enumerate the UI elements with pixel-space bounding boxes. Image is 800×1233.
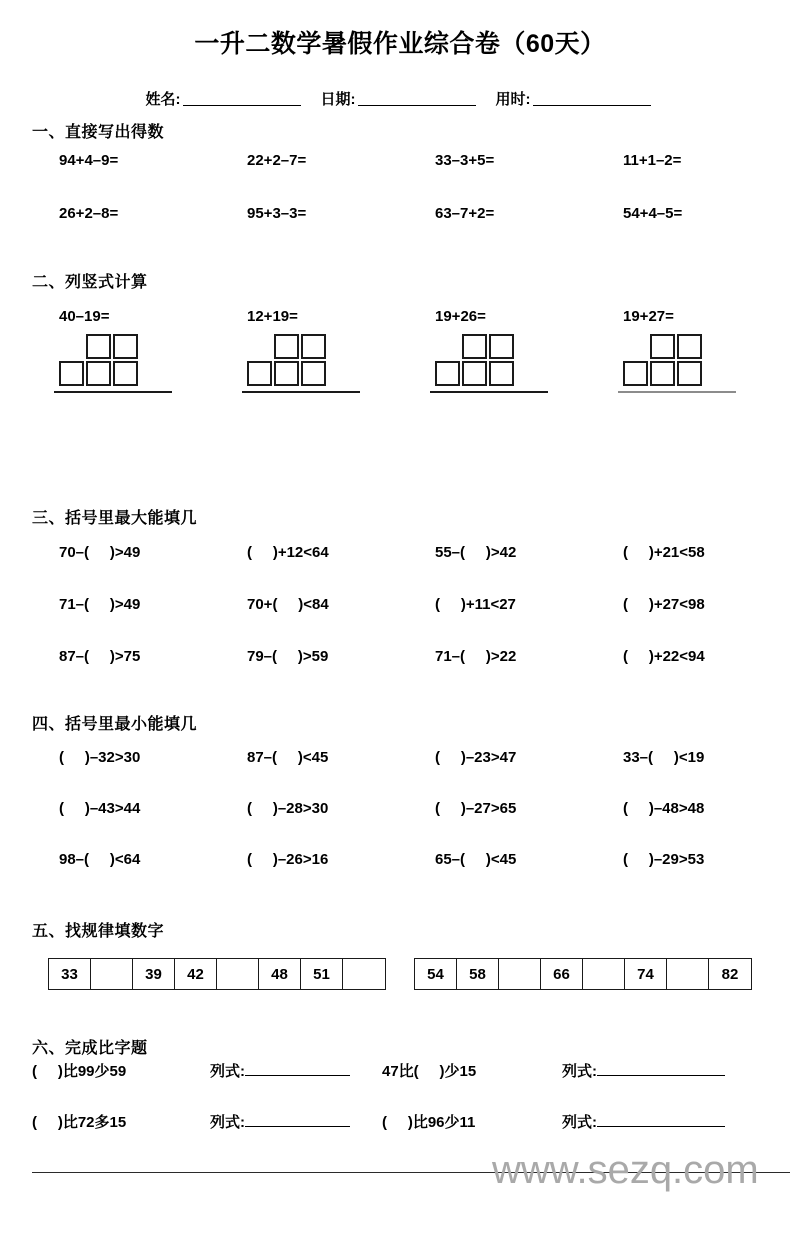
problem-item: 19+26= [435, 308, 486, 325]
answer-rule [54, 391, 172, 393]
sequence-cell[interactable] [499, 959, 541, 989]
problem-item: 33–( )<19 [623, 749, 705, 766]
expression-label: 列式: [210, 1063, 245, 1080]
digit-box[interactable] [113, 361, 138, 386]
section-heading-2: 二、列竖式计算 [32, 274, 148, 291]
word-problem-item: ( )比96少11 [382, 1114, 476, 1131]
section-5-sequence-tables [48, 958, 752, 990]
section-3-row-2 [32, 596, 800, 613]
section-1-row-1 [32, 152, 800, 169]
digit-box-row-bottom [408, 361, 596, 386]
sequence-cell[interactable]: 42 [175, 959, 217, 989]
digit-box[interactable] [274, 361, 299, 386]
sequence-table-2 [414, 958, 752, 990]
problem-item: 40–19= [59, 308, 110, 325]
sequence-cell[interactable] [343, 959, 385, 989]
digit-box-row-top [32, 334, 220, 359]
word-problem-item: ( )比99少59 [32, 1063, 127, 1080]
time-label: 用时: [495, 91, 531, 108]
problem-item: 71–( )>22 [435, 648, 517, 665]
problem-item: ( )+21<58 [623, 544, 705, 561]
problem-item: 54+4–5= [623, 205, 683, 222]
sequence-cell[interactable] [217, 959, 259, 989]
student-info-line [0, 88, 800, 109]
answer-rule [242, 391, 360, 393]
section-2-vertical-calc-row [32, 308, 784, 393]
digit-box[interactable] [462, 334, 487, 359]
digit-box-row-bottom [596, 361, 784, 386]
section-3-row-3 [32, 648, 800, 665]
answer-rule [430, 391, 548, 393]
word-problem-item: 47比( )少15 [382, 1063, 477, 1080]
digit-box-row-bottom [32, 361, 220, 386]
sequence-cell[interactable]: 66 [541, 959, 583, 989]
problem-item: ( )–26>16 [247, 851, 329, 868]
digit-box-row-bottom [220, 361, 408, 386]
section-4-row-3 [32, 851, 800, 868]
problem-item: ( )–43>44 [59, 800, 141, 817]
section-1-row-2 [32, 205, 800, 222]
problem-item: ( )+11<27 [435, 596, 516, 613]
expression-blank[interactable] [597, 1060, 725, 1076]
digit-box[interactable] [650, 361, 675, 386]
problem-item: 70–( )>49 [59, 544, 141, 561]
page-title: 一升二数学暑假作业综合卷（60天） [194, 30, 606, 58]
vertical-calc-group [220, 308, 408, 393]
sequence-cell[interactable] [667, 959, 709, 989]
time-field-group [496, 91, 655, 108]
problem-item: 87–( )>75 [59, 648, 141, 665]
sequence-cell[interactable]: 74 [625, 959, 667, 989]
problem-item: ( )–28>30 [247, 800, 329, 817]
digit-box[interactable] [86, 361, 111, 386]
sequence-cell[interactable] [583, 959, 625, 989]
vertical-calc-group [596, 308, 784, 393]
digit-box[interactable] [435, 361, 460, 386]
expression-blank[interactable] [245, 1111, 350, 1127]
sequence-cell[interactable]: 51 [301, 959, 343, 989]
problem-item: 55–( )>42 [435, 544, 517, 561]
problem-item: 26+2–8= [59, 205, 119, 222]
digit-box[interactable] [462, 361, 487, 386]
section-heading-6: 六、完成比字题 [32, 1040, 148, 1057]
sequence-cell[interactable]: 48 [259, 959, 301, 989]
digit-box[interactable] [623, 361, 648, 386]
problem-item: ( )+12<64 [247, 544, 329, 561]
digit-box[interactable] [113, 334, 138, 359]
sequence-cell[interactable]: 82 [709, 959, 751, 989]
expression-label: 列式: [210, 1114, 245, 1131]
sequence-cell[interactable] [91, 959, 133, 989]
problem-item: ( )–48>48 [623, 800, 705, 817]
expression-label: 列式: [562, 1063, 597, 1080]
section-6-row-2 [32, 1111, 792, 1132]
digit-box[interactable] [489, 361, 514, 386]
problem-item: 65–( )<45 [435, 851, 517, 868]
sequence-cell[interactable]: 39 [133, 959, 175, 989]
problem-item: 19+27= [623, 308, 674, 325]
problem-item: ( )–32>30 [59, 749, 141, 766]
date-input-blank[interactable] [358, 90, 476, 106]
problem-item: 87–( )<45 [247, 749, 329, 766]
section-4-row-1 [32, 749, 800, 766]
site-watermark: www.sezq.com [492, 1148, 759, 1192]
sequence-cell[interactable]: 58 [457, 959, 499, 989]
name-label: 姓名: [145, 91, 181, 108]
section-4-row-2 [32, 800, 800, 817]
digit-box[interactable] [677, 361, 702, 386]
date-label: 日期: [320, 91, 356, 108]
sequence-cell[interactable]: 33 [49, 959, 91, 989]
digit-box[interactable] [59, 361, 84, 386]
sequence-cell[interactable]: 54 [415, 959, 457, 989]
digit-box[interactable] [301, 361, 326, 386]
answer-rule [618, 391, 736, 393]
problem-item: 11+1–2= [623, 152, 682, 169]
section-heading-1: 一、直接写出得数 [32, 124, 165, 141]
digit-box-row-top [596, 334, 784, 359]
digit-box[interactable] [86, 334, 111, 359]
problem-item: 79–( )>59 [247, 648, 329, 665]
problem-item: 95+3–3= [247, 205, 307, 222]
problem-item: ( )–27>65 [435, 800, 517, 817]
digit-box[interactable] [247, 361, 272, 386]
section-heading-4: 四、括号里最小能填几 [32, 716, 198, 733]
digit-box[interactable] [301, 334, 326, 359]
time-input-blank[interactable] [533, 90, 651, 106]
date-field-group [321, 91, 480, 108]
problem-item: ( )+22<94 [623, 648, 705, 665]
section-heading-3: 三、括号里最大能填几 [32, 510, 198, 527]
problem-item: ( )+27<98 [623, 596, 705, 613]
vertical-calc-group [408, 308, 596, 393]
problem-item: 12+19= [247, 308, 298, 325]
problem-item: ( )–23>47 [435, 749, 517, 766]
expression-label: 列式: [562, 1114, 597, 1131]
digit-box[interactable] [274, 334, 299, 359]
problem-item: 71–( )>49 [59, 596, 141, 613]
problem-item: 63–7+2= [435, 205, 495, 222]
digit-box-row-top [408, 334, 596, 359]
name-field-group [146, 91, 305, 108]
word-problem-item: ( )比72多15 [32, 1114, 127, 1131]
problem-item: 70+( )<84 [247, 596, 329, 613]
expression-blank[interactable] [245, 1060, 350, 1076]
digit-box[interactable] [650, 334, 675, 359]
vertical-calc-group [32, 308, 220, 393]
digit-box[interactable] [677, 334, 702, 359]
name-input-blank[interactable] [183, 90, 301, 106]
expression-blank[interactable] [597, 1111, 725, 1127]
problem-item: 94+4–9= [59, 152, 119, 169]
section-3-row-1 [32, 544, 800, 561]
problem-item: ( )–29>53 [623, 851, 705, 868]
digit-box[interactable] [489, 334, 514, 359]
sequence-table-1 [48, 958, 386, 990]
section-heading-5: 五、找规律填数字 [32, 923, 165, 940]
problem-item: 33–3+5= [435, 152, 495, 169]
problem-item: 22+2–7= [247, 152, 307, 169]
problem-item: 98–( )<64 [59, 851, 141, 868]
section-6-row-1 [32, 1060, 792, 1081]
digit-box-row-top [220, 334, 408, 359]
